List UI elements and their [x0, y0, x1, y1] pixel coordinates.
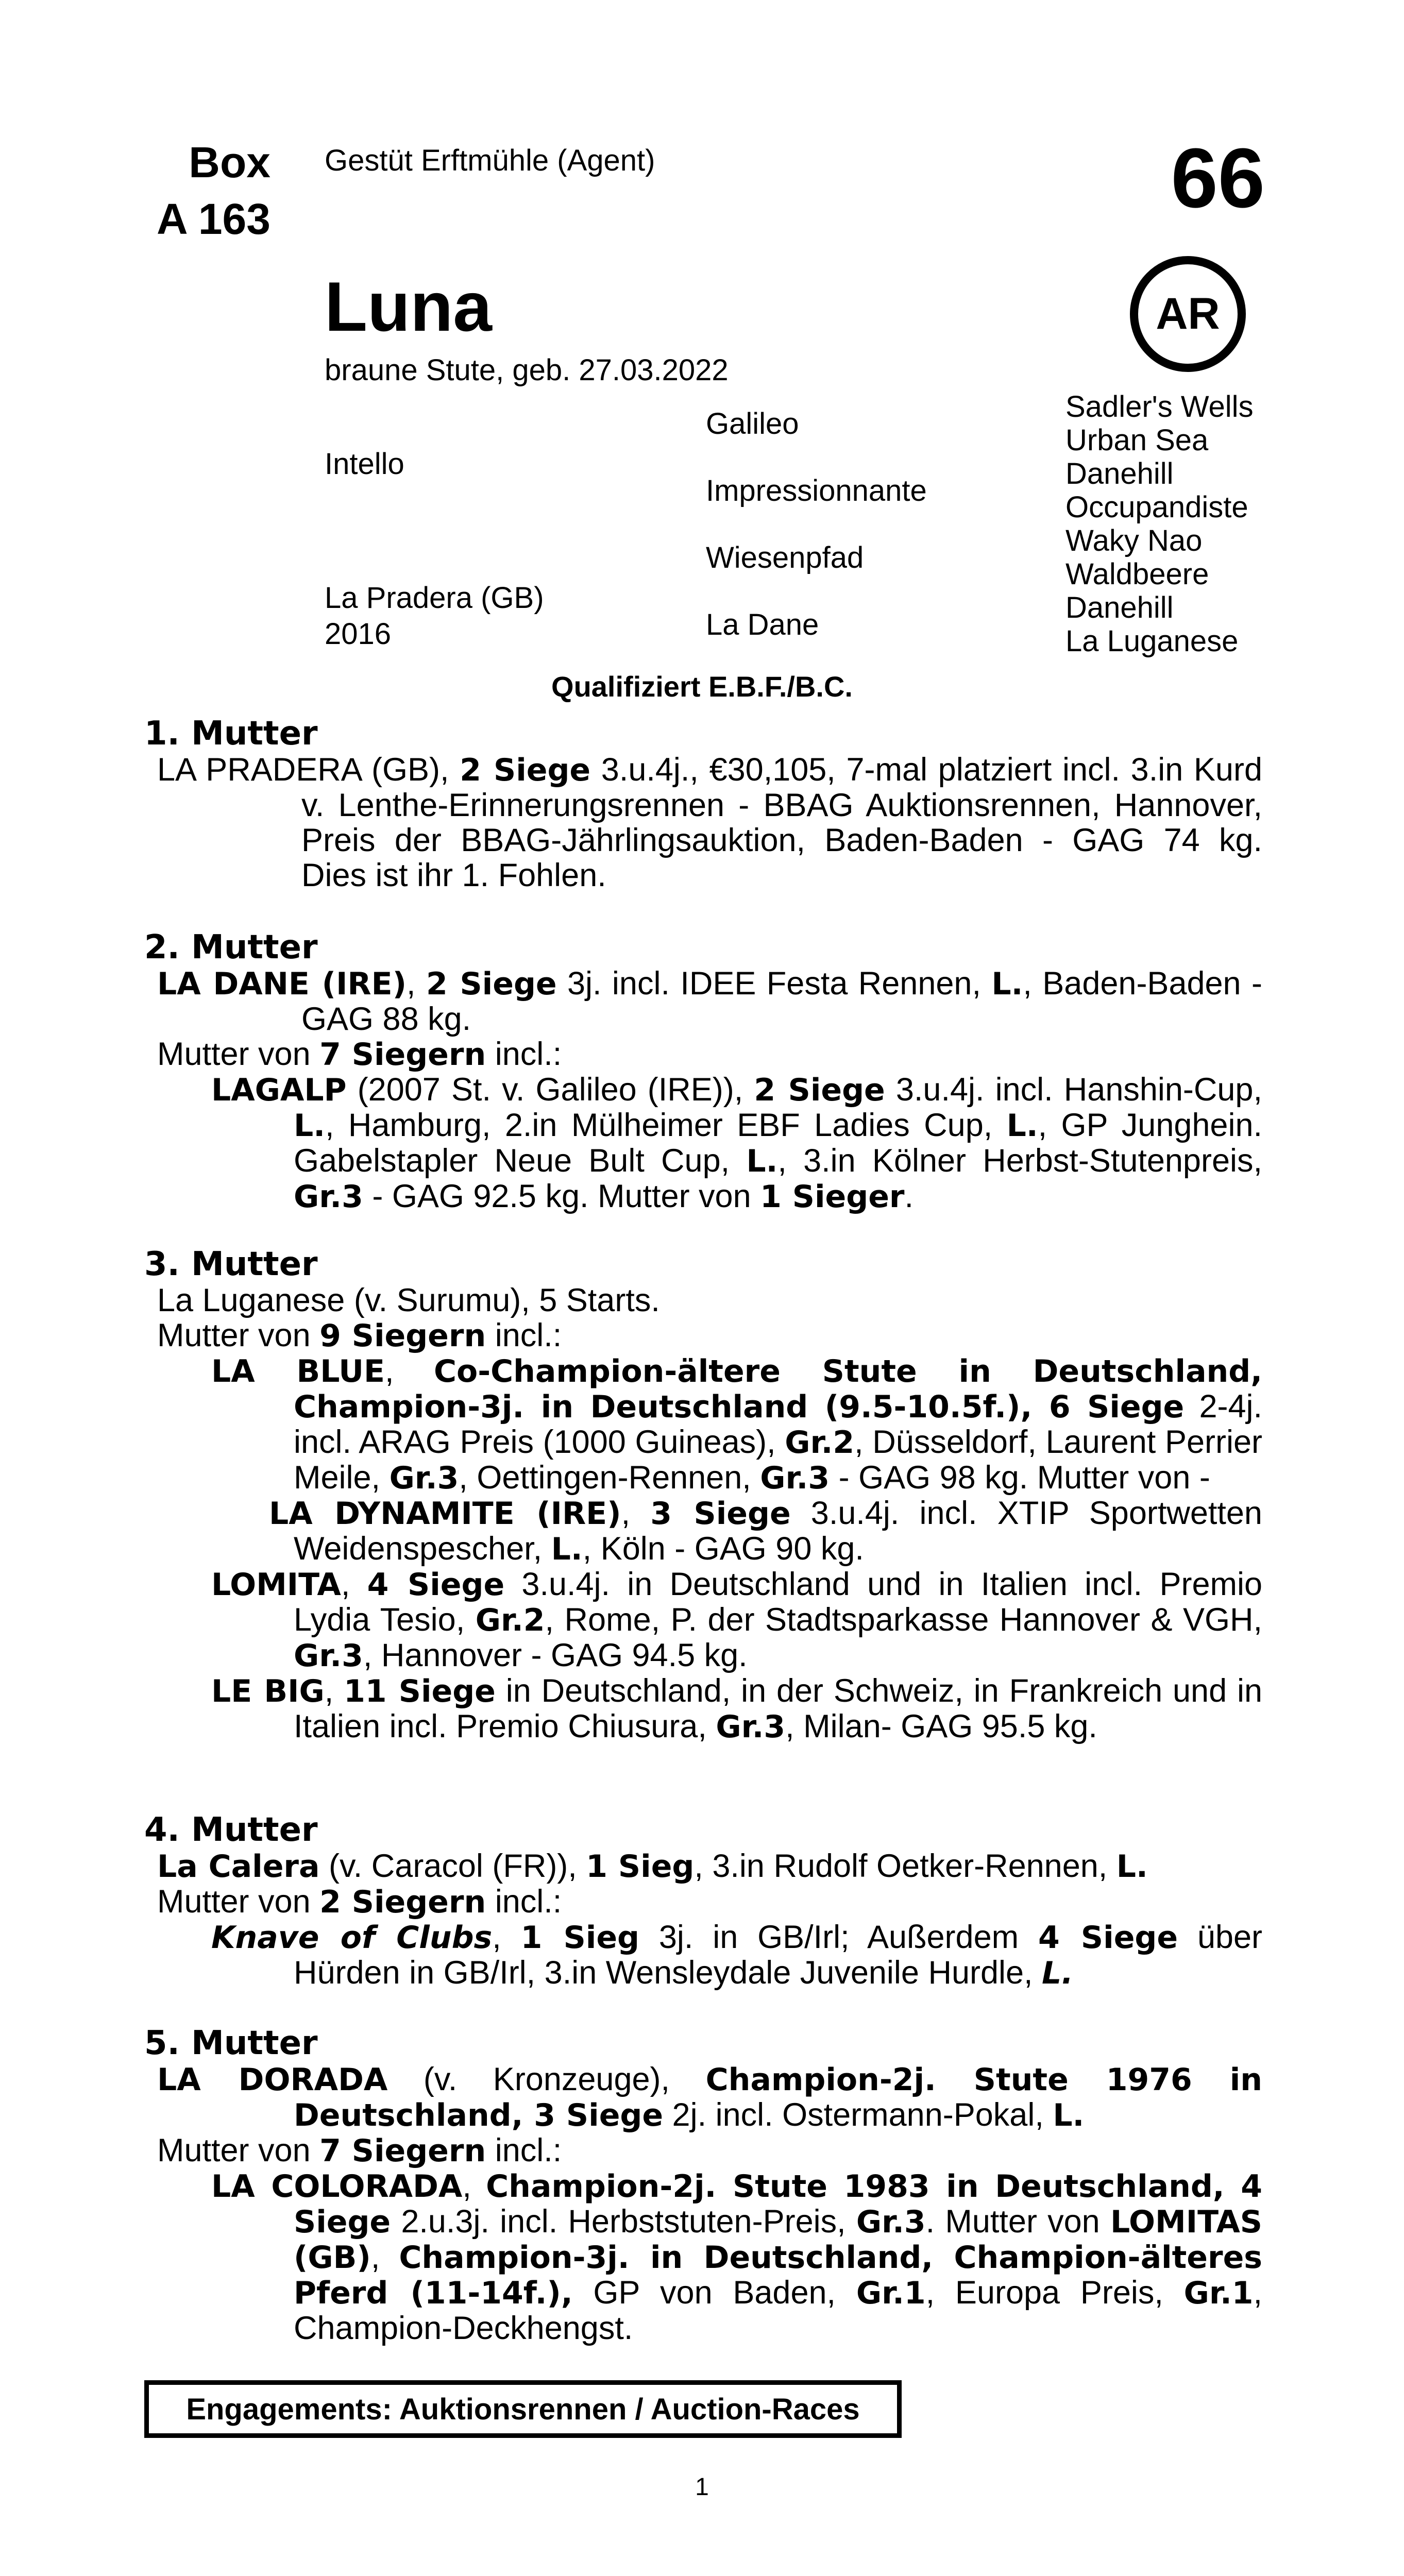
dam-entry: La Luganese (v. Surumu), 5 Starts. [157, 1282, 660, 1318]
section-title: 4. Mutter [144, 1811, 318, 1849]
dam-entry: LA DANE (IRE), 2 Siege 3j. incl. IDEE Festa Rennen, L., Baden-Baden - GAG 88 kg. [157, 965, 1262, 1037]
section-title: 3. Mutter [144, 1245, 318, 1283]
pedigree-gen3: Sadler's Wells [1065, 390, 1254, 423]
section-dam-3 [144, 1247, 1262, 1744]
pedigree-gen3: Urban Sea [1065, 423, 1209, 457]
section-title: 1. Mutter [144, 715, 318, 753]
pedigree-dam: La Pradera (GB) [325, 581, 544, 615]
dam-entry: La Calera (v. Caracol (FR)), 1 Sieg, 3.in Rudolf Oetker-Rennen, L. [157, 1848, 1148, 1885]
offspring-entry: LE BIG, 11 Siege in Deutschland, in der Schweiz, in Frankreich und in Italien incl. Premio Chiusura, Gr.3, Milan- GAG 95.5 kg. [211, 1673, 1262, 1745]
pedigree-gen3: Waldbeere [1065, 557, 1209, 591]
dam-entry: LA PRADERA (GB), 2 Siege 3.u.4j., €30,105, 7-mal platziert incl. 3.in Kurd v. Lenthe-Erinnerungsrennen - BBAG Auktionsrennen, Hannover, Preis der BBAG-Jährlingsauktion, Baden-Baden - GAG 74 kg. Dies ist ihr 1. Fohlen. [157, 752, 1262, 893]
horse-description: braune Stute, geb. 27.03.2022 [325, 353, 729, 387]
engagements-box [144, 2380, 902, 2438]
offspring-intro: Mutter von 7 Siegern incl.: [157, 1036, 562, 1073]
offspring-entry: LA COLORADA, Champion-2j. Stute 1983 in Deutschland, 4 Siege 2.u.3j. incl. Herbststuten-Preis, Gr.3. Mutter von LOMITAS (GB), Champion-3j. in Deutschland, Champion-älteres Pferd (11-14f.), GP von Baden, Gr.1, Europa Preis, Gr.1, Champion-Deckhengst. [211, 2168, 1263, 2346]
pedigree-gen3: Waky Nao [1065, 524, 1203, 557]
pedigree-sire: Intello [325, 447, 404, 481]
pedigree-dam-year: 2016 [325, 617, 392, 651]
section-dam-4 [144, 1812, 1262, 1991]
ar-badge-label: AR [1156, 289, 1220, 338]
pedigree-gen3: La Luganese [1065, 624, 1239, 658]
offspring-intro: Mutter von 2 Siegern incl.: [157, 1884, 562, 1920]
agent-name: Gestüt Erftmühle (Agent) [325, 144, 655, 177]
pedigree-gen3: Danehill [1065, 591, 1174, 624]
pedigree-gen3: Occupandiste [1065, 490, 1248, 524]
offspring-entry: LA DYNAMITE (IRE), 3 Siege 3.u.4j. incl. XTIP Sportwetten Weidenspescher, L., Köln - GAG 90 kg. [269, 1495, 1262, 1567]
pedigree-gen3: Danehill [1065, 457, 1174, 490]
offspring-intro: Mutter von 9 Siegern incl.: [157, 1317, 562, 1354]
pedigree-gen2: Impressionnante [706, 474, 927, 507]
section-title: 5. Mutter [144, 2024, 318, 2062]
section-title: 2. Mutter [144, 928, 318, 967]
pedigree-gen2: La Dane [706, 608, 819, 641]
qualification: Qualifiziert E.B.F./B.C. [551, 670, 853, 703]
section-dam-1 [144, 716, 1262, 893]
pedigree-gen2: Wiesenpfad [706, 541, 864, 574]
offspring-intro: Mutter von 7 Siegern incl.: [157, 2132, 562, 2169]
engagements-label: Engagements: Auktionsrennen / Auction-Races [186, 2392, 860, 2426]
offspring-entry: LA BLUE, Co-Champion-ältere Stute in Deutschland, Champion-3j. in Deutschland (9.5-10.5f.), 6 Siege 2-4j. incl. ARAG Preis (1000 Guineas), Gr.2, Düsseldorf, Laurent Perrier Meile, Gr.3, Oettingen-Rennen, Gr.3 - GAG 98 kg. Mutter von - [211, 1353, 1263, 1496]
offspring-entry: Knave of Clubs, 1 Sieg 3j. in GB/Irl; Außerdem 4 Siege über Hürden in GB/Irl, 3.in Wensleydale Juvenile Hurdle, L. [211, 1919, 1262, 1991]
ar-badge [1130, 256, 1246, 372]
box-label: Box [189, 138, 270, 187]
lot-number: 66 [1171, 131, 1265, 225]
dam-entry: LA DORADA (v. Kronzeuge), Champion-2j. Stute 1976 in Deutschland, 3 Siege 2j. incl. Ostermann-Pokal, L. [157, 2061, 1262, 2133]
offspring-entry: LOMITA, 4 Siege 3.u.4j. in Deutschland und in Italien incl. Premio Lydia Tesio, Gr.2, Rome, P. der Stadtsparkasse Hannover & VGH, Gr.3, Hannover - GAG 94.5 kg. [211, 1566, 1263, 1674]
offspring-entry: LAGALP (2007 St. v. Galileo (IRE)), 2 Siege 3.u.4j. incl. Hanshin-Cup, L., Hamburg, 2.in Mülheimer EBF Ladies Cup, L., GP Junghein. Gabelstapler Neue Bult Cup, L., 3.in Kölner Herbst-Stutenpreis, Gr.3 - GAG 92.5 kg. Mutter von 1 Sieger. [211, 1072, 1263, 1215]
page-number: 1 [695, 2473, 709, 2501]
box-number: A 163 [156, 195, 270, 243]
pedigree-gen2: Galileo [706, 407, 799, 440]
section-dam-2 [144, 930, 1262, 1214]
horse-name: Luna [325, 267, 492, 346]
section-dam-5 [144, 2026, 1262, 2346]
